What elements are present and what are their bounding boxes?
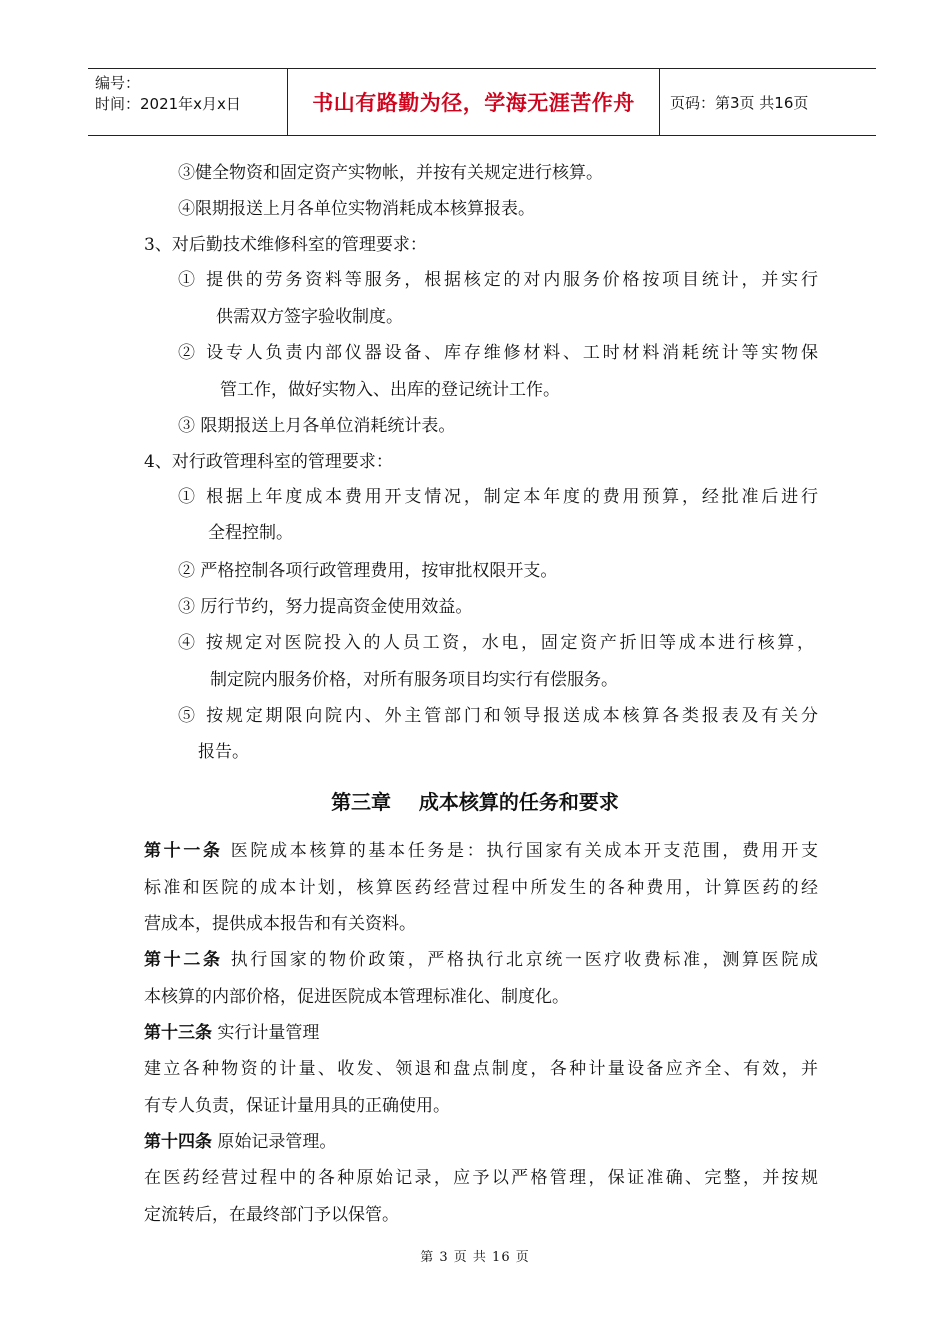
header-page-info: 页码：第3页 共16页 [670, 93, 809, 112]
text-line: 标准和医院的成本计划，核算医药经营过程中所发生的各种费用，计算医药的经 [144, 878, 818, 898]
article-14-line-1 [144, 1131, 336, 1153]
text-line: 本核算的内部价格，促进医院成本管理标准化、制度化。 [144, 987, 569, 1007]
section-heading: 4、对行政管理科室的管理要求： [144, 452, 393, 472]
text-line: ③ 厉行节约，努力提高资金使用效益。 [178, 597, 473, 617]
article-13-line-1 [144, 1022, 319, 1044]
document-number-label: 编号： [95, 74, 141, 92]
text-line: ① 提供的劳务资料等服务，根据核定的对内服务价格按项目统计，并实行 [178, 270, 818, 290]
article-14-text: 原始记录管理。 [212, 1132, 337, 1152]
article-13-text: 实行计量管理 [212, 1023, 320, 1043]
text-line: 在医药经营过程中的各种原始记录，应予以严格管理，保证准确、完整，并按规 [144, 1168, 818, 1188]
article-13-label: 第十三条 [144, 1023, 212, 1043]
text-line: 供需双方签字验收制度。 [216, 307, 403, 327]
page-header [88, 68, 876, 136]
text-line: ② 设专人负责内部仪器设备、库存维修材料、工时材料消耗统计等实物保 [178, 343, 818, 363]
text-line: 营成本，提供成本报告和有关资料。 [144, 914, 416, 934]
header-motto: 书山有路勤为径，学海无涯苦作舟 [288, 69, 660, 135]
text-line: ③健全物资和固定资产实物帐，并按有关规定进行核算。 [178, 163, 603, 183]
article-14-label: 第十四条 [144, 1132, 212, 1152]
text-line: 制定院内服务价格，对所有服务项目均实行有偿服务。 [210, 670, 618, 690]
text-line: 建立各种物资的计量、收发、领退和盘点制度，各种计量设备应齐全、有效，并 [144, 1059, 818, 1079]
text-line: 定流转后，在最终部门予以保管。 [144, 1205, 399, 1225]
text-line: ④ 按规定对医院投入的人员工资，水电，固定资产折旧等成本进行核算， [178, 633, 814, 653]
section-heading: 3、对后勤技术维修科室的管理要求： [144, 235, 427, 255]
article-12-label: 第十二条 [144, 950, 223, 970]
article-11-label: 第十一条 [144, 841, 223, 861]
text-line: 有专人负责，保证计量用具的正确使用。 [144, 1096, 450, 1116]
text-line: ③ 限期报送上月各单位消耗统计表。 [178, 416, 456, 436]
text-line: 管工作，做好实物入、出库的登记统计工作。 [220, 380, 560, 400]
text-line: 全程控制。 [208, 523, 293, 543]
text-line: ② 严格控制各项行政管理费用，按审批权限开支。 [178, 561, 558, 581]
document-date: 时间：2021年x月x日 [95, 95, 241, 113]
header-meta [88, 69, 288, 135]
article-11-text: 医院成本核算的基本任务是：执行国家有关成本开支范围，费用开支 [222, 841, 819, 861]
text-line: ⑤ 按规定期限向院内、外主管部门和领导报送成本核算各类报表及有关分 [178, 706, 818, 726]
chapter-title: 第三章 成本核算的任务和要求 [331, 790, 619, 814]
text-line: 报告。 [198, 742, 249, 762]
article-12-text: 执行国家的物价政策，严格执行北京统一医疗收费标准，测算医院成 [222, 950, 819, 970]
article-12-line-1 [144, 949, 818, 971]
text-line: ① 根据上年度成本费用开支情况，制定本年度的费用预算，经批准后进行 [178, 487, 818, 507]
page-footer: 第 3 页 共 16 页 [420, 1250, 530, 1265]
text-line: ④限期报送上月各单位实物消耗成本核算报表。 [178, 199, 535, 219]
article-11-line-1 [144, 840, 818, 862]
